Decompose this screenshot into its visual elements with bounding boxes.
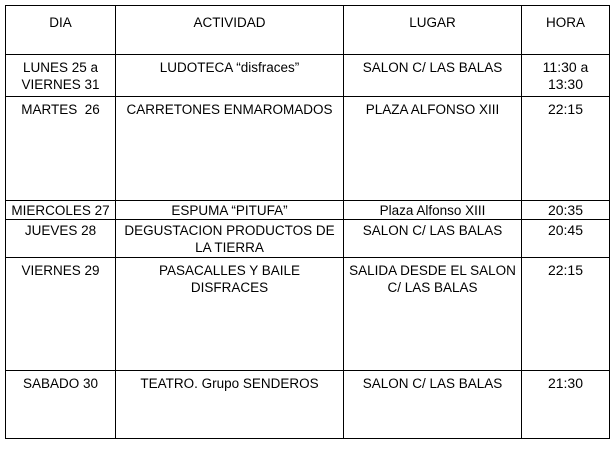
table-row xyxy=(6,55,610,97)
table-header-row xyxy=(6,6,610,55)
cell-dia: LUNES 25 a VIERNES 31 xyxy=(6,55,116,97)
cell-actividad: TEATRO. Grupo SENDEROS xyxy=(116,371,344,439)
cell-hora: 21:30 xyxy=(522,371,610,439)
cell-dia: MIERCOLES 27 xyxy=(6,201,116,220)
table-row xyxy=(6,220,610,258)
cell-dia: VIERNES 29 xyxy=(6,258,116,371)
cell-lugar: SALON C/ LAS BALAS xyxy=(344,371,522,439)
cell-lugar: Plaza Alfonso XIII xyxy=(344,201,522,220)
cell-actividad: DEGUSTACION PRODUCTOS DE LA TIERRA xyxy=(116,220,344,258)
header-dia: DIA xyxy=(6,6,116,55)
cell-dia: SABADO 30 xyxy=(6,371,116,439)
cell-actividad: CARRETONES ENMAROMADOS xyxy=(116,97,344,201)
cell-actividad: LUDOTECA “disfraces” xyxy=(116,55,344,97)
header-hora: HORA xyxy=(522,6,610,55)
cell-hora: 11:30 a 13:30 xyxy=(522,55,610,97)
cell-lugar: SALON C/ LAS BALAS xyxy=(344,220,522,258)
cell-hora: 22:15 xyxy=(522,258,610,371)
table-row xyxy=(6,201,610,220)
cell-actividad: ESPUMA “PITUFA” xyxy=(116,201,344,220)
table-row xyxy=(6,371,610,439)
table-row xyxy=(6,97,610,201)
cell-lugar: SALIDA DESDE EL SALON C/ LAS BALAS xyxy=(344,258,522,371)
table-row xyxy=(6,258,610,371)
cell-hora: 22:15 xyxy=(522,97,610,201)
cell-dia: JUEVES 28 xyxy=(6,220,116,258)
header-actividad: ACTIVIDAD xyxy=(116,6,344,55)
cell-hora: 20:45 xyxy=(522,220,610,258)
schedule-table xyxy=(5,5,610,439)
cell-dia: MARTES 26 xyxy=(6,97,116,201)
cell-lugar: PLAZA ALFONSO XIII xyxy=(344,97,522,201)
cell-hora: 20:35 xyxy=(522,201,610,220)
cell-lugar: SALON C/ LAS BALAS xyxy=(344,55,522,97)
cell-actividad: PASACALLES Y BAILE DISFRACES xyxy=(116,258,344,371)
header-lugar: LUGAR xyxy=(344,6,522,55)
